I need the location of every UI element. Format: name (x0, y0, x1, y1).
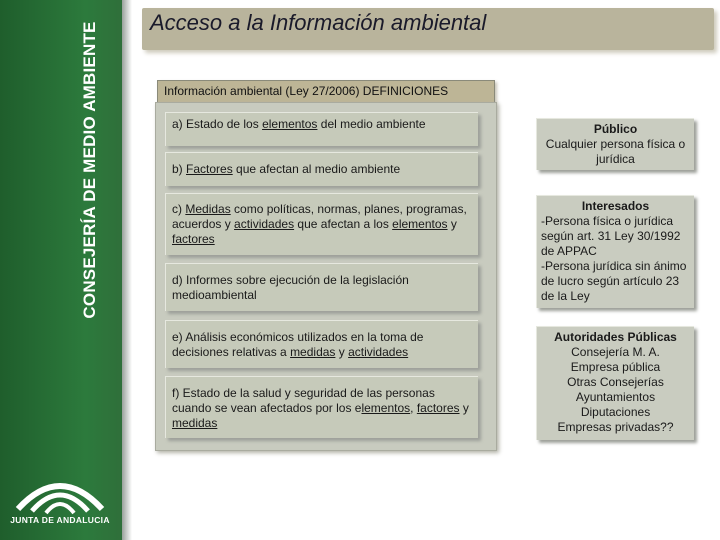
autoridades-box (536, 326, 694, 440)
publico-box (536, 118, 694, 170)
item-f-mid1: , (410, 401, 417, 415)
item-e-prefix: e) Análisis económicos utilizados en la toma de decisiones relativas a (172, 330, 424, 359)
autoridades-line: Ayuntamientos (575, 390, 656, 404)
item-f-link-elementos: lementos (361, 401, 411, 415)
item-c-mid3: y (447, 217, 457, 231)
publico-body: Cualquier persona física o jurídica (545, 137, 686, 166)
interesados-box (536, 195, 694, 308)
autoridades-line: Diputaciones (580, 405, 651, 419)
item-e-link-medidas: medidas (290, 345, 336, 359)
item-f-mid2: y (459, 401, 469, 415)
autoridades-line: Empresas privadas?? (557, 420, 674, 434)
sidebar-vertical-title: CONSEJERÍA DE MEDIO AMBIENTE (80, 21, 99, 319)
interesados-line1: -Persona física o jurídica según art. 31 Ley 30/1992 de APPAC (541, 214, 681, 258)
title-bar (142, 8, 714, 50)
page-title: Acceso a la Información ambiental (150, 10, 487, 35)
publico-title: Público (593, 122, 638, 136)
item-f-link-medidas: medidas (172, 416, 218, 430)
section-header-text: Información ambiental (Ley 27/2006) DEFINICIONES (164, 84, 449, 98)
item-a-link-elementos: elementos (262, 117, 318, 131)
sidebar-shadow (122, 0, 132, 540)
section-header (157, 80, 495, 104)
item-c-prefix: c) (172, 202, 186, 216)
sidebar (0, 0, 122, 540)
definition-item-c (165, 193, 478, 255)
item-c-mid1: como políticas, normas, planes, programas, acuerdos y (172, 202, 467, 231)
autoridades-title: Autoridades Públicas (554, 330, 677, 344)
autoridades-line: Consejería M. A. (571, 345, 660, 359)
interesados-title: Interesados (581, 199, 650, 213)
autoridades-line: Otras Consejerías (567, 375, 664, 389)
interesados-line2: -Persona jurídica sin ánimo de lucro según artículo 23 de la Ley (541, 259, 687, 303)
item-a-prefix: a) Estado de los (172, 117, 263, 131)
definition-item-e (165, 320, 478, 368)
definition-item-f (165, 376, 478, 438)
item-b-link-factores: Factores (186, 162, 233, 176)
item-e-mid: y (335, 345, 349, 359)
item-b-suffix: que afectan al medio ambiente (232, 162, 401, 176)
definition-item-a (165, 112, 478, 146)
item-f-link-factores: factores (416, 401, 460, 415)
item-c-link-factores: factores (172, 232, 215, 246)
item-c-link-actividades: actividades (234, 217, 295, 231)
item-f-prefix: f) Estado de la salud y seguridad de las personas cuando se vean afectados por los e (172, 386, 435, 415)
definition-item-b (165, 152, 478, 186)
item-b-prefix: b) (172, 162, 187, 176)
item-c-link-medidas: Medidas (185, 202, 231, 216)
item-d-text: d) Informes sobre ejecución de la legislación medioambiental (172, 273, 409, 302)
logo-text: JUNTA DE ANDALUCIA (10, 515, 110, 525)
definition-item-d (165, 263, 478, 311)
autoridades-line: Empresa pública (570, 360, 661, 374)
item-e-link-actividades: actividades (348, 345, 409, 359)
junta-andalucia-logo (10, 465, 110, 515)
item-c-link-elementos: elementos (392, 217, 448, 231)
item-c-mid2: que afectan a los (294, 217, 393, 231)
item-a-suffix: del medio ambiente (317, 117, 426, 131)
